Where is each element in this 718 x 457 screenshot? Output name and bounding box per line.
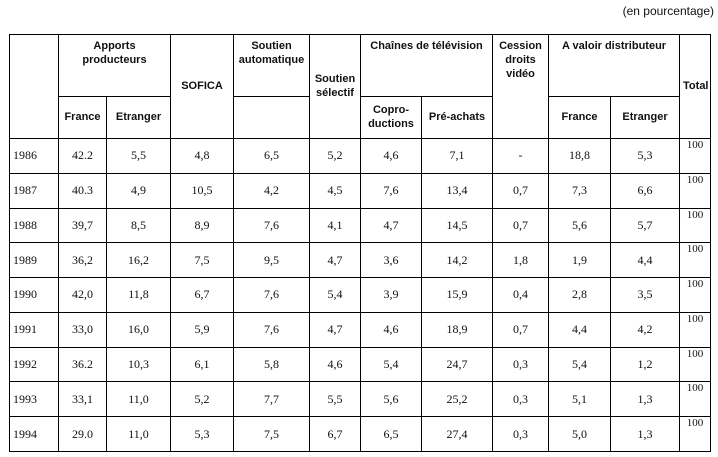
- value-cell: 13,4: [422, 173, 493, 208]
- value-cell: 16,2: [107, 243, 171, 278]
- value-cell: 4,4: [611, 243, 680, 278]
- table-row: [10, 208, 711, 243]
- value-cell: 14,5: [422, 208, 493, 243]
- header-apports-etranger: Etranger: [107, 97, 171, 139]
- value-cell: 4,2: [234, 173, 310, 208]
- total-cell: 100: [680, 278, 711, 313]
- value-cell: 40.3: [59, 173, 107, 208]
- value-cell: 25,2: [422, 382, 493, 417]
- value-cell: 29.0: [59, 417, 107, 452]
- value-cell: 6,5: [361, 417, 422, 452]
- value-cell: 0,3: [493, 382, 549, 417]
- value-cell: 4,7: [310, 312, 361, 347]
- year-cell: 1989: [10, 243, 59, 278]
- value-cell: 5,4: [310, 278, 361, 313]
- total-cell: 100: [680, 173, 711, 208]
- value-cell: 33,1: [59, 382, 107, 417]
- total-cell: 100: [680, 208, 711, 243]
- table-row: [10, 173, 711, 208]
- value-cell: 6,7: [310, 417, 361, 452]
- total-cell: 100: [680, 347, 711, 382]
- header-soutien-selectif: Soutien sélectif: [310, 35, 361, 139]
- value-cell: 33,0: [59, 312, 107, 347]
- value-cell: 4,5: [310, 173, 361, 208]
- year-cell: 1986: [10, 139, 59, 174]
- value-cell: 10,5: [171, 173, 234, 208]
- value-cell: 9,5: [234, 243, 310, 278]
- total-cell: 100: [680, 382, 711, 417]
- value-cell: 5,9: [171, 312, 234, 347]
- value-cell: 0,7: [493, 312, 549, 347]
- table-row: [10, 139, 711, 174]
- header-year: [10, 35, 59, 139]
- table-row: [10, 243, 711, 278]
- value-cell: 5,3: [611, 139, 680, 174]
- value-cell: 8,9: [171, 208, 234, 243]
- value-cell: 5,4: [549, 347, 611, 382]
- value-cell: 7,7: [234, 382, 310, 417]
- header-preachats: Pré-achats: [422, 97, 493, 139]
- year-cell: 1994: [10, 417, 59, 452]
- value-cell: 4,6: [361, 139, 422, 174]
- header-total: Total: [680, 35, 711, 139]
- header-row-1: [10, 35, 711, 97]
- value-cell: 7,5: [234, 417, 310, 452]
- value-cell: 4,7: [310, 243, 361, 278]
- value-cell: 6,1: [171, 347, 234, 382]
- value-cell: 5,1: [549, 382, 611, 417]
- value-cell: 5,4: [361, 347, 422, 382]
- header-distributeur-etranger: Etranger: [611, 97, 680, 139]
- table-row: [10, 347, 711, 382]
- value-cell: 5,8: [234, 347, 310, 382]
- year-cell: 1990: [10, 278, 59, 313]
- header-coproductions: Copro-ductions: [361, 97, 422, 139]
- financing-table: [9, 34, 711, 452]
- value-cell: 7,1: [422, 139, 493, 174]
- value-cell: 27,4: [422, 417, 493, 452]
- value-cell: 0,4: [493, 278, 549, 313]
- table-body: [10, 139, 711, 452]
- value-cell: 10,3: [107, 347, 171, 382]
- value-cell: 42,0: [59, 278, 107, 313]
- value-cell: 4,8: [171, 139, 234, 174]
- header-chaines-tv: Chaînes de télévision: [361, 35, 493, 97]
- value-cell: 7,6: [234, 278, 310, 313]
- value-cell: 7,5: [171, 243, 234, 278]
- value-cell: 4,6: [310, 347, 361, 382]
- table-row: [10, 312, 711, 347]
- header-distributeur-france: France: [549, 97, 611, 139]
- value-cell: 3,5: [611, 278, 680, 313]
- value-cell: 0,7: [493, 208, 549, 243]
- value-cell: 4,9: [107, 173, 171, 208]
- value-cell: 18,9: [422, 312, 493, 347]
- value-cell: 5,5: [107, 139, 171, 174]
- value-cell: 6,7: [171, 278, 234, 313]
- year-cell: 1993: [10, 382, 59, 417]
- value-cell: 5,6: [549, 208, 611, 243]
- value-cell: 4,4: [549, 312, 611, 347]
- value-cell: 6,6: [611, 173, 680, 208]
- value-cell: 0,3: [493, 347, 549, 382]
- header-soutien-automatique: Soutien automatique: [234, 35, 310, 97]
- value-cell: 36.2: [59, 347, 107, 382]
- value-cell: 5,6: [361, 382, 422, 417]
- value-cell: 11,0: [107, 382, 171, 417]
- year-cell: 1988: [10, 208, 59, 243]
- value-cell: 5,2: [310, 139, 361, 174]
- value-cell: 2,8: [549, 278, 611, 313]
- value-cell: 24,7: [422, 347, 493, 382]
- header-apports-france: France: [59, 97, 107, 139]
- value-cell: 16,0: [107, 312, 171, 347]
- value-cell: 42.2: [59, 139, 107, 174]
- value-cell: 1,9: [549, 243, 611, 278]
- value-cell: 3,9: [361, 278, 422, 313]
- value-cell: 5,3: [171, 417, 234, 452]
- value-cell: 5,7: [611, 208, 680, 243]
- table-row: [10, 382, 711, 417]
- year-cell: 1987: [10, 173, 59, 208]
- value-cell: 7,6: [361, 173, 422, 208]
- total-cell: 100: [680, 417, 711, 452]
- table-row: [10, 278, 711, 313]
- value-cell: 15,9: [422, 278, 493, 313]
- value-cell: 4,6: [361, 312, 422, 347]
- value-cell: 8,5: [107, 208, 171, 243]
- value-cell: 0,3: [493, 417, 549, 452]
- value-cell: 4,2: [611, 312, 680, 347]
- value-cell: 7,6: [234, 312, 310, 347]
- value-cell: 7,3: [549, 173, 611, 208]
- header-soutien-auto-empty: [234, 97, 310, 139]
- header-apports: Apports producteurs: [59, 35, 171, 97]
- value-cell: 39,7: [59, 208, 107, 243]
- total-cell: 100: [680, 312, 711, 347]
- header-distributeur: A valoir distributeur: [549, 35, 680, 97]
- value-cell: 1,3: [611, 417, 680, 452]
- value-cell: 5,5: [310, 382, 361, 417]
- value-cell: 1,2: [611, 347, 680, 382]
- header-row-2: [10, 97, 711, 139]
- value-cell: 6,5: [234, 139, 310, 174]
- year-cell: 1992: [10, 347, 59, 382]
- value-cell: 0,7: [493, 173, 549, 208]
- value-cell: 3,6: [361, 243, 422, 278]
- table-row: [10, 417, 711, 452]
- value-cell: 1,3: [611, 382, 680, 417]
- value-cell: 11,8: [107, 278, 171, 313]
- value-cell: 36,2: [59, 243, 107, 278]
- unit-note: (en pourcentage): [622, 4, 714, 18]
- value-cell: 1,8: [493, 243, 549, 278]
- value-cell: 11,0: [107, 417, 171, 452]
- value-cell: 7,6: [234, 208, 310, 243]
- value-cell: 4,1: [310, 208, 361, 243]
- header-cession-video: Cession droits vidéo: [493, 35, 549, 139]
- value-cell: -: [493, 139, 549, 174]
- header-sofica: SOFICA: [171, 35, 234, 139]
- value-cell: 5,2: [171, 382, 234, 417]
- value-cell: 18,8: [549, 139, 611, 174]
- year-cell: 1991: [10, 312, 59, 347]
- value-cell: 14,2: [422, 243, 493, 278]
- total-cell: 100: [680, 243, 711, 278]
- value-cell: 4,7: [361, 208, 422, 243]
- value-cell: 5,0: [549, 417, 611, 452]
- total-cell: 100: [680, 139, 711, 174]
